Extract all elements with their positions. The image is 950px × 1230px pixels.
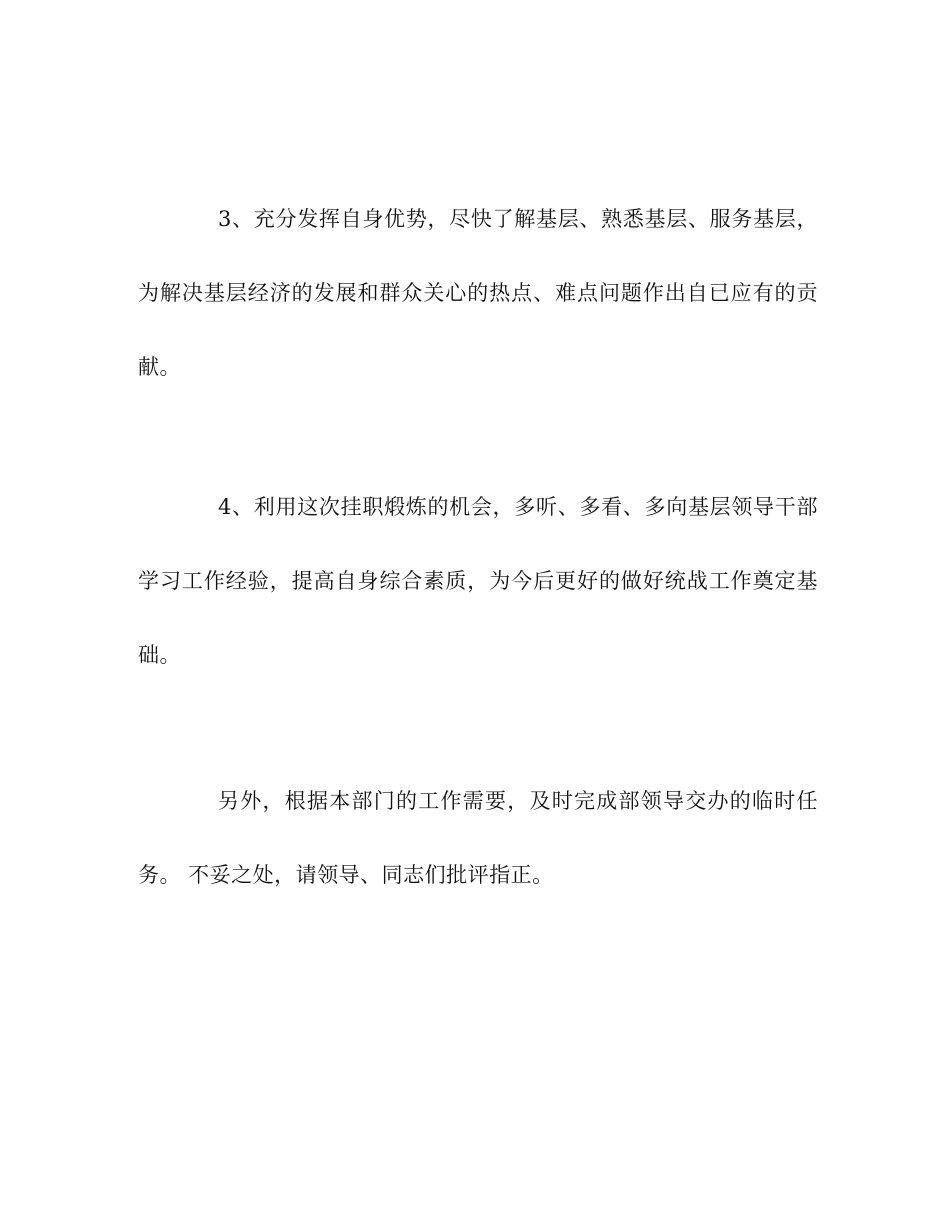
paragraph-item-3: 3、充分发挥自身优势，尽快了解基层、熟悉基层、服务基层，为解决基层经济的发展和群众关心的热点、难点问题作出自已应有的贡献。 — [138, 207, 818, 379]
paragraph-item-4: 4、利用这次挂职煅炼的机会，多听、多看、多向基层领导干部学习工作经验，提高自身综合素质，为今后更好的做好统战工作奠定基础。 — [138, 495, 818, 667]
paragraph-closing: 另外，根据本部门的工作需要，及时完成部领导交办的临时任务。 不妥之处，请领导、同志们批评指正。 — [138, 789, 818, 887]
